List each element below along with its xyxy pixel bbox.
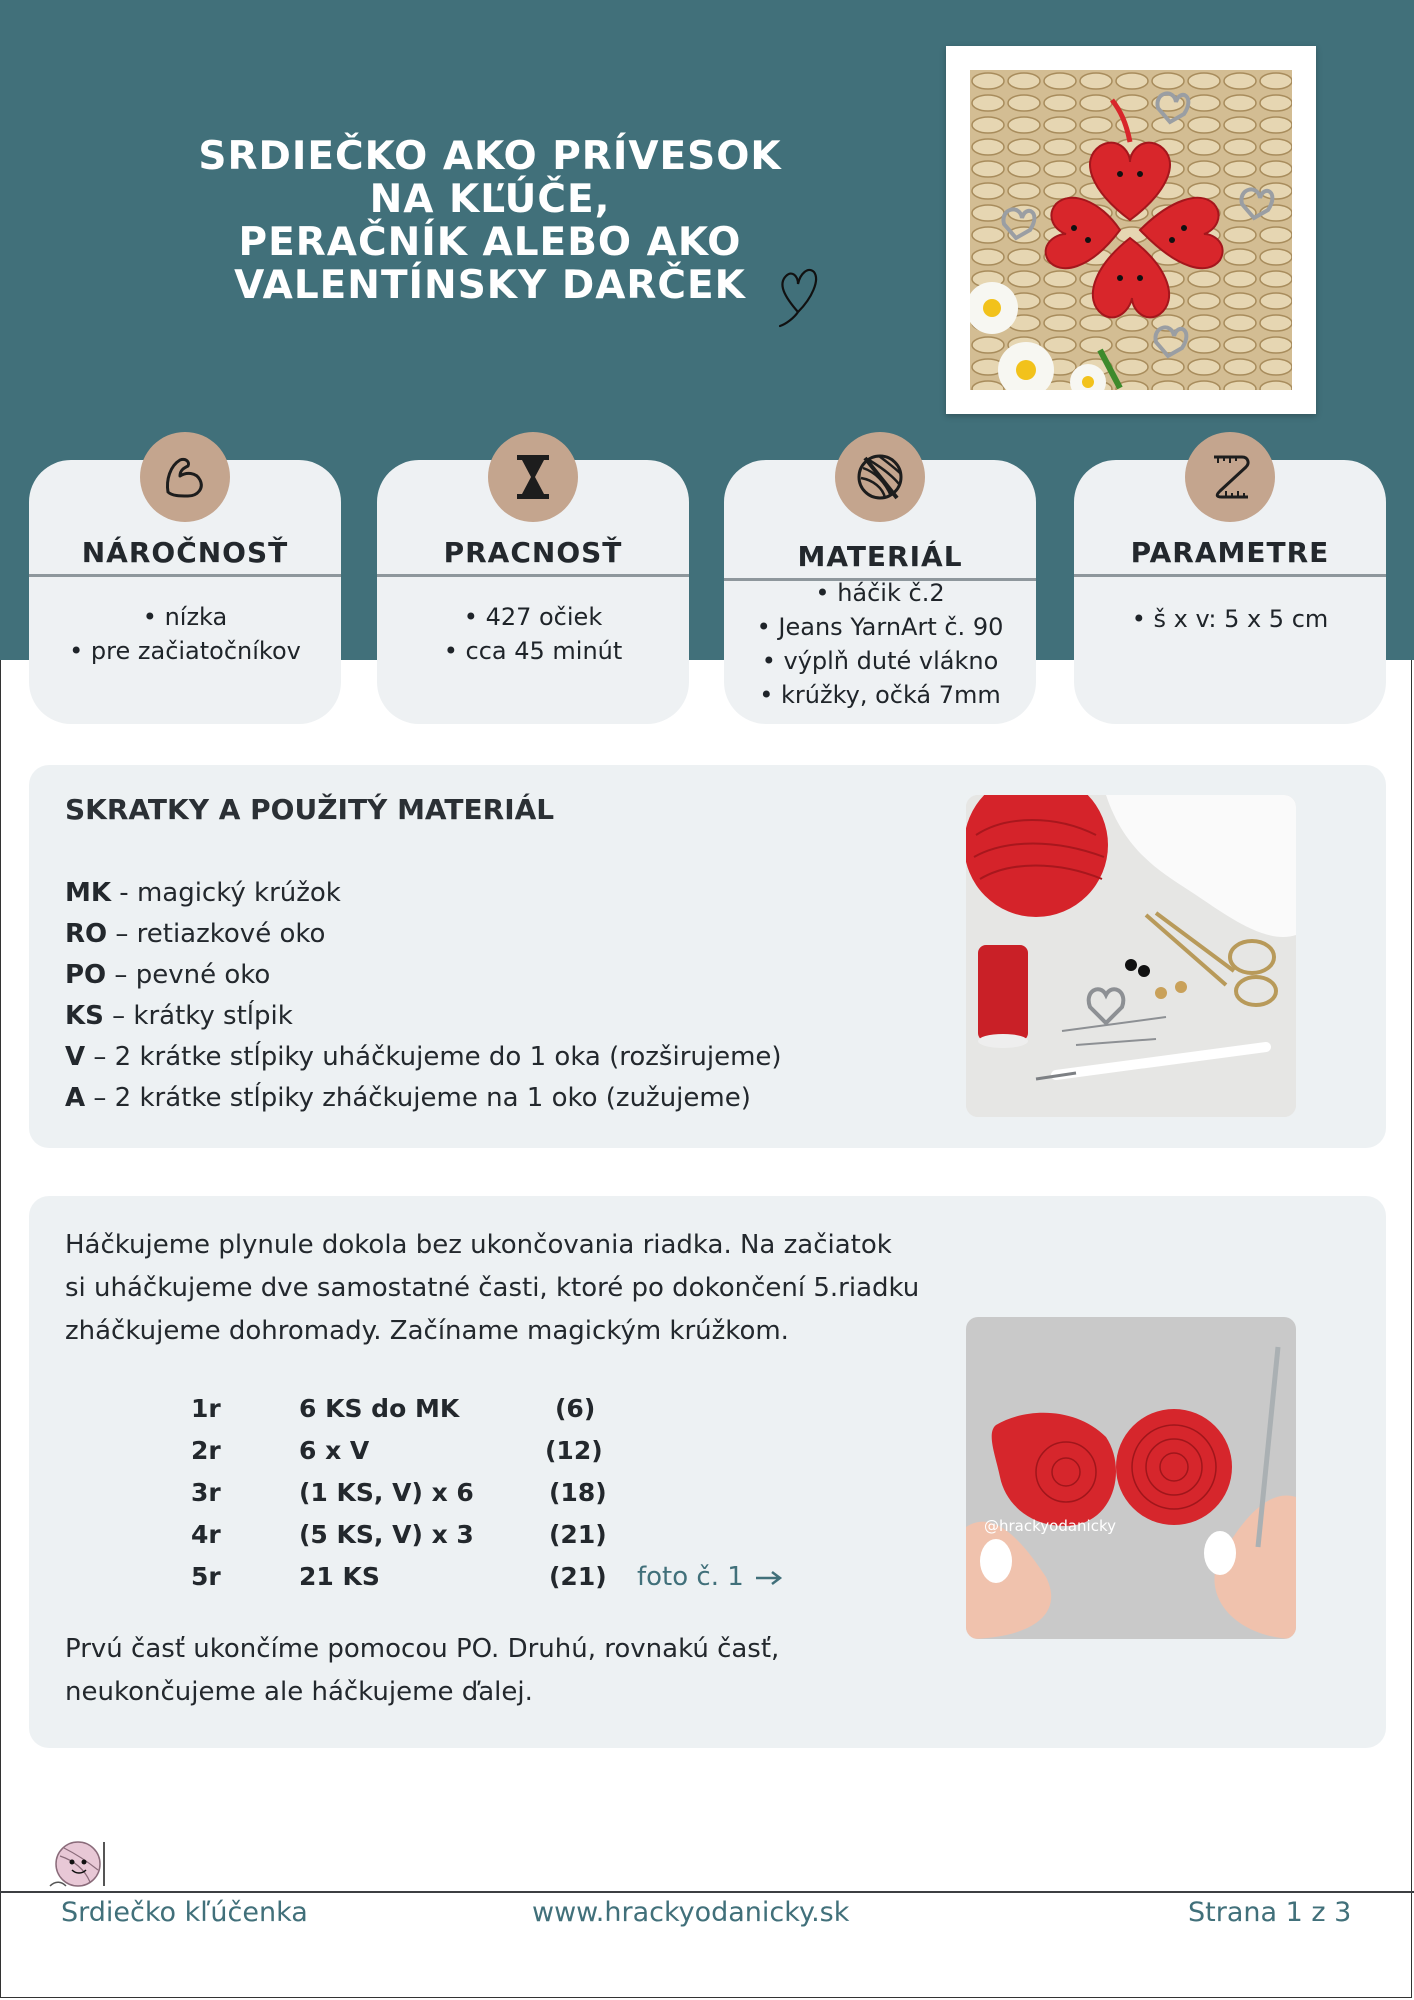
abbreviation-desc: – 2 krátke stĺpiky uháčkujeme do 1 oka (rozširujeme) [85, 1042, 782, 1072]
abbreviation-desc: – pevné oko [106, 960, 271, 990]
intro-line: Háčkujeme plynule dokola bez ukončovania riadka. Na začiatok [65, 1230, 892, 1260]
card-title: PRACNOSŤ [443, 536, 623, 569]
footer-divider [0, 1891, 1414, 1893]
section-title: SKRATKY A POUŽITÝ MATERIÁL [65, 793, 555, 826]
photo-watermark: @hrackyodanicky [984, 1517, 1116, 1535]
outro-line: Prvú časť ukončíme pomocou PO. Druhú, rovnakú časť, [65, 1634, 780, 1664]
instructions-panel [29, 1196, 1386, 1748]
row-number: 3r [191, 1478, 221, 1507]
card-parameters [1074, 460, 1386, 724]
hero-photo-crochet-hearts [970, 70, 1292, 390]
intro-paragraph [65, 1224, 945, 1353]
row-count: (18) [549, 1478, 607, 1507]
abbreviation-item [65, 996, 782, 1037]
card-badge [140, 432, 230, 522]
card-list [377, 600, 689, 668]
abbreviation-item [65, 1037, 782, 1078]
row-stitches: 6 x V [299, 1436, 370, 1465]
abbreviation-code: A [65, 1083, 86, 1113]
card-list [1074, 602, 1386, 636]
card-badge [835, 432, 925, 522]
card-item: • krúžky, očká 7mm [724, 678, 1036, 712]
card-badge [488, 432, 578, 522]
abbreviation-desc: – krátky stĺpik [103, 1001, 293, 1031]
intro-line: si uháčkujeme dve samostatné časti, ktoré po dokončení 5.riadku [65, 1273, 920, 1303]
card-item: • výplň duté vlákno [724, 644, 1036, 678]
card-title: PARAMETRE [1130, 536, 1330, 569]
abbreviations-panel [29, 765, 1386, 1148]
abbreviation-code: MK [65, 878, 112, 908]
measuring-tape-icon [1204, 451, 1256, 503]
materials-illustration [966, 795, 1296, 1117]
abbreviation-code: KS [65, 1001, 104, 1031]
row-stitches: 21 KS [299, 1562, 380, 1591]
abbreviation-desc: – retiazkové oko [107, 919, 326, 949]
photo-reference [637, 1562, 786, 1592]
heart-doodle-icon [776, 262, 822, 328]
title-line-2: NA KĽÚČE, [369, 177, 611, 222]
abbreviation-desc: - magický krúžok [111, 878, 341, 908]
abbreviation-item [65, 955, 782, 996]
abbreviation-code: PO [65, 960, 107, 990]
card-difficulty [29, 460, 341, 724]
footer-document-name: Srdiečko kľúčenka [61, 1897, 308, 1928]
card-item: • Jeans YarnArt č. 90 [724, 610, 1036, 644]
flexed-arm-icon [160, 452, 210, 502]
abbreviation-code: RO [65, 919, 108, 949]
outro-line: neukončujeme ale háčkujeme ďalej. [65, 1677, 533, 1707]
card-divider [377, 574, 689, 577]
card-item: • nízka [29, 600, 341, 634]
hero-photo-frame [946, 46, 1316, 414]
abbreviation-item [65, 873, 782, 914]
card-material [724, 460, 1036, 724]
row-count: (12) [545, 1436, 603, 1465]
row-stitches: (5 KS, V) x 3 [299, 1520, 474, 1549]
abbreviation-item [65, 914, 782, 955]
row-count: (21) [549, 1562, 607, 1591]
abbreviation-item [65, 1078, 782, 1119]
card-badge [1185, 432, 1275, 522]
materials-photo [966, 795, 1296, 1117]
row-number: 2r [191, 1436, 221, 1465]
card-list [29, 600, 341, 668]
card-item: • š x v: 5 x 5 cm [1074, 602, 1386, 636]
card-title: NÁROČNOSŤ [81, 536, 289, 569]
row-stitches: 6 KS do MK [299, 1394, 460, 1423]
hearts-illustration [970, 70, 1292, 390]
abbreviation-list [65, 873, 782, 1119]
card-divider [1074, 574, 1386, 577]
row-count: (6) [555, 1394, 596, 1423]
photo-reference-label: foto č. 1 [637, 1562, 744, 1592]
title-line-3: PERAČNÍK ALEBO AKO [238, 220, 742, 265]
footer-page-number: Strana 1 z 3 [1188, 1897, 1352, 1928]
hourglass-icon [511, 452, 555, 502]
card-item: • 427 očiek [377, 600, 689, 634]
yarn-ball-icon [853, 450, 907, 504]
abbreviation-desc: – 2 krátke stĺpiky zháčkujeme na 1 oko (zužujeme) [85, 1083, 751, 1113]
footer-website-link[interactable]: www.hrackyodanicky.sk [532, 1897, 850, 1928]
title-line-4: VALENTÍNSKY DARČEK [234, 263, 746, 308]
row-number: 1r [191, 1394, 221, 1423]
page-title [110, 135, 870, 307]
row-count: (21) [549, 1520, 607, 1549]
yarn-ball-mascot-logo [46, 1836, 116, 1892]
title-line-1: SRDIEČKO AKO PRÍVESOK [198, 134, 782, 179]
step-photo-1 [966, 1317, 1296, 1639]
card-item: • cca 45 minút [377, 634, 689, 668]
card-divider [29, 574, 341, 577]
row-stitches: (1 KS, V) x 6 [299, 1478, 474, 1507]
intro-line: zháčkujeme dohromady. Začíname magickým krúžkom. [65, 1316, 789, 1346]
crochet-halves-illustration [966, 1317, 1296, 1639]
row-number: 4r [191, 1520, 221, 1549]
outro-paragraph [65, 1628, 945, 1714]
abbreviation-code: V [65, 1042, 86, 1072]
arrow-right-icon [752, 1570, 786, 1586]
card-title: MATERIÁL [797, 540, 963, 573]
card-item: • háčik č.2 [724, 576, 1036, 610]
card-item: • pre začiatočníkov [29, 634, 341, 668]
row-number: 5r [191, 1562, 221, 1591]
card-workload [377, 460, 689, 724]
card-list [724, 576, 1036, 712]
